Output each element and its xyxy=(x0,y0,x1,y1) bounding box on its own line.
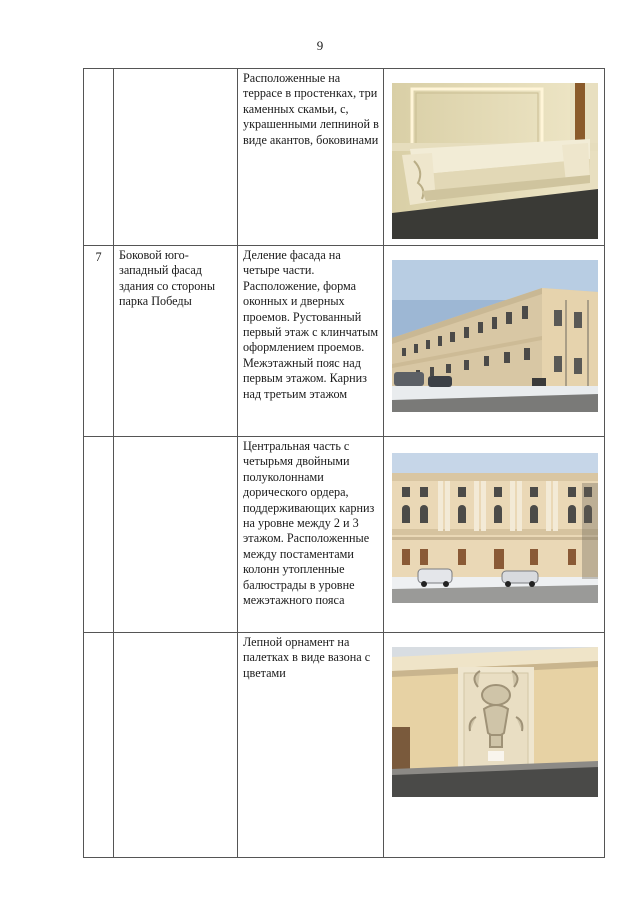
table-row xyxy=(84,246,605,437)
table-row xyxy=(84,69,605,246)
table-row xyxy=(84,437,605,633)
element-name xyxy=(114,437,238,633)
stone-bench-photo xyxy=(392,83,598,239)
photo-cell xyxy=(384,246,605,437)
element-name: Боковой юго-западный фасад здания со стороны парка Победы xyxy=(114,246,238,437)
element-name xyxy=(114,633,238,858)
element-description: Деление фасада на четыре части. Расположение, форма оконных и дверных проемов. Рустованный первый этаж с клинчатым оформлением проемов. Межэтажный пояс над первым этажом. Карниз над третьим этажом xyxy=(238,246,384,437)
element-description: Лепной орнамент на палетках в виде вазона с цветами xyxy=(238,633,384,858)
row-number xyxy=(84,633,114,858)
row-number: 7 xyxy=(84,246,114,437)
page-number: 9 xyxy=(316,38,324,53)
photo-cell xyxy=(384,69,605,246)
heritage-elements-table xyxy=(83,68,605,858)
element-description: Центральная часть с четырьмя двойными полуколоннами дорического ордера, поддерживающих карниз на уровне между 2 и 3 этажом. Расположенные между постаментами колонн утопленные балюстрады в уровне межэтажного пояса xyxy=(238,437,384,633)
photo-cell xyxy=(384,437,605,633)
central-facade-photo xyxy=(392,453,598,603)
element-name xyxy=(114,69,238,246)
row-number xyxy=(84,437,114,633)
side-facade-photo xyxy=(392,260,598,412)
element-description: Расположенные на террасе в простенках, три каменных скамьи, с, украшенными лепниной в виде акантов, боковинами xyxy=(238,69,384,246)
table-row xyxy=(84,633,605,858)
photo-cell xyxy=(384,633,605,858)
stucco-ornament-photo xyxy=(392,647,598,797)
row-number xyxy=(84,69,114,246)
